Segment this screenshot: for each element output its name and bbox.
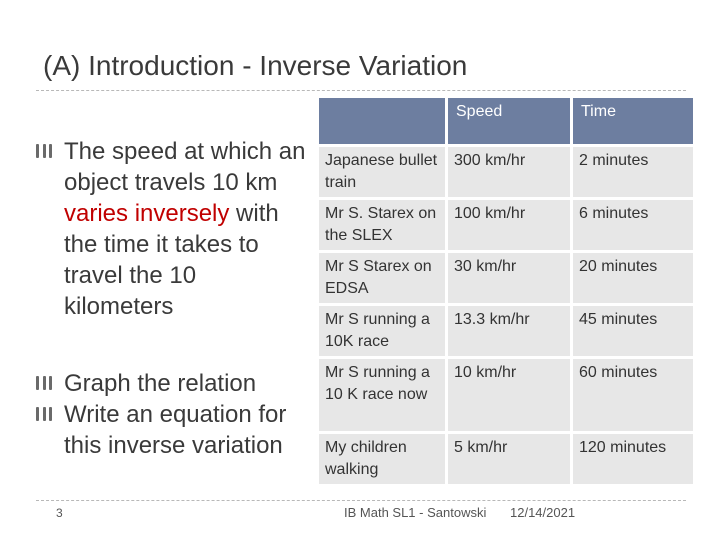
speed-time-table <box>316 95 696 487</box>
table-row <box>319 434 693 484</box>
cell-subject: Mr S. Starex on the SLEX <box>319 200 445 250</box>
table-row <box>319 306 693 356</box>
footer-course: IB Math SL1 - Santowski <box>344 505 487 520</box>
table-row <box>319 359 693 431</box>
header-cell-time: Time <box>573 98 693 144</box>
cell-subject: Mr S running a 10K race <box>319 306 445 356</box>
bullet-text-part2: with the time it takes to travel the 10 kilometers <box>64 200 279 320</box>
cell-subject: Mr S Starex on EDSA <box>319 253 445 303</box>
cell-time: 45 minutes <box>573 306 693 356</box>
cell-speed: 5 km/hr <box>448 434 570 484</box>
bullet-text: Write an equation for this inverse variation <box>64 401 287 459</box>
header-cell-speed: Speed <box>448 98 570 144</box>
cell-time: 2 minutes <box>573 147 693 197</box>
header-cell-blank <box>319 98 445 144</box>
bullet-highlight: varies inversely <box>64 200 230 227</box>
bullet-list <box>36 136 306 461</box>
table-row <box>319 200 693 250</box>
cell-time: 60 minutes <box>573 359 693 431</box>
cell-speed: 30 km/hr <box>448 253 570 303</box>
cell-speed: 13.3 km/hr <box>448 306 570 356</box>
bullet-item-inverse-variation <box>36 136 306 322</box>
footer-divider <box>36 500 686 501</box>
cell-speed: 300 km/hr <box>448 147 570 197</box>
bullet-icon <box>36 144 52 158</box>
cell-time: 6 minutes <box>573 200 693 250</box>
bullet-icon <box>36 376 52 390</box>
bullet-item-equation <box>36 399 306 461</box>
bullet-icon <box>36 407 52 421</box>
cell-time: 120 minutes <box>573 434 693 484</box>
cell-subject: Mr S running a 10 K race now <box>319 359 445 431</box>
cell-speed: 100 km/hr <box>448 200 570 250</box>
table-row <box>319 147 693 197</box>
slide-title: (A) Introduction - Inverse Variation <box>43 50 468 81</box>
cell-subject: Japanese bullet train <box>319 147 445 197</box>
slide-number: 3 <box>56 506 63 520</box>
cell-subject: My children walking <box>319 434 445 484</box>
bullet-item-graph <box>36 368 306 399</box>
cell-speed: 10 km/hr <box>448 359 570 431</box>
table-row <box>319 253 693 303</box>
bullet-text-part1: The speed at which an object travels 10 km <box>64 138 306 196</box>
cell-time: 20 minutes <box>573 253 693 303</box>
title-divider <box>36 90 686 91</box>
bullet-text: Graph the relation <box>64 370 257 397</box>
footer-date: 12/14/2021 <box>510 505 576 520</box>
table-header-row <box>319 98 693 144</box>
